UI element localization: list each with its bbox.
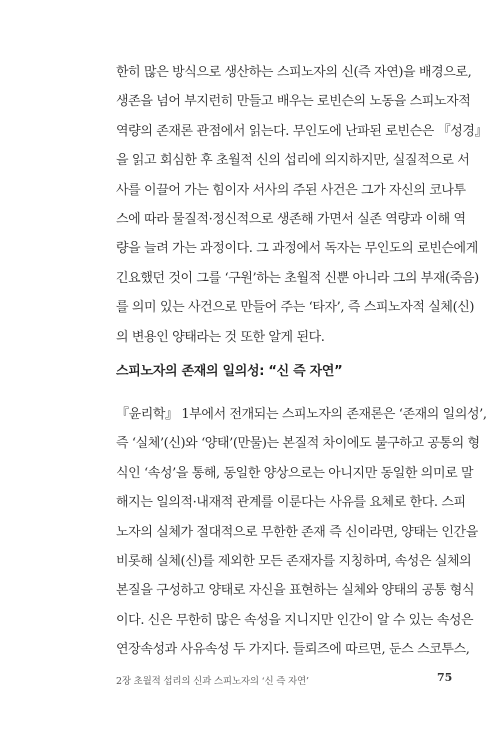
text-line: 본질을 구성하고 양태로 자신을 표현하는 실체와 양태의 공통 형식 (116, 583, 475, 599)
text-line: 즉 ‘실체’(신)와 ‘양태’(만물)는 본질적 차이에도 불구하고 공통의 형 (116, 436, 480, 452)
text-line: 비롯해 실체(신)를 제외한 모든 존재자를 지칭하며, 속성은 실체의 (116, 553, 472, 569)
text-line: 한히 많은 방식으로 생산하는 스피노자의 신(즉 자연)을 배경으로, (116, 65, 472, 80)
paragraph-2 (116, 400, 487, 665)
paragraph-1 (116, 58, 488, 352)
text-line: 를 의미 있는 사건으로 만들어 주는 ‘타자’, 즉 스피노자적 실체(신) (116, 300, 475, 316)
text-line: 역량의 존재론 관점에서 읽는다. 무인도에 난파된 로빈슨은 『성경』 (116, 123, 488, 139)
text-line: 사를 이끌어 가는 힘이자 서사의 주된 사건은 그가 자신의 코나투 (116, 182, 466, 198)
text-line: 노자의 실체가 절대적으로 무한한 존재 즉 신이라면, 양태는 인간을 (116, 524, 478, 540)
page-number: 75 (437, 671, 453, 684)
text-line: 해지는 일의적·내재적 관계를 이룬다는 사유를 요체로 한다. 스피 (116, 495, 466, 511)
text-line: 『윤리학』 1부에서 전개되는 스피노자의 존재론은 ‘존재의 일의성’, (116, 407, 487, 422)
text-line: 식인 ‘속성’을 통해, 동일한 양상으로는 아니지만 동일한 의미로 말 (116, 465, 474, 481)
running-footer-chapter: 2장 초월적 섭리의 신과 스피노자의 ‘신 즉 자연’ (116, 676, 309, 687)
section-heading: 스피노자의 존재의 일의성: “신 즉 자연” (116, 364, 343, 379)
text-line: 연장속성과 사유속성 두 가지다. 들뢰즈에 따르면, 둔스 스코투스, (116, 642, 470, 658)
text-line: 스에 따라 물질적·정신적으로 생존해 가면서 실존 역량과 이해 역 (116, 211, 466, 227)
text-line: 량을 늘려 가는 과정이다. 그 과정에서 독자는 무인도의 로빈슨에게 (116, 241, 478, 257)
text-line: 을 읽고 회심한 후 초월적 신의 섭리에 의지하지만, 실질적으로 서 (116, 153, 470, 169)
text-line: 이다. 신은 무한히 많은 속성을 지니지만 인간이 알 수 있는 속성은 (116, 612, 474, 628)
text-line: 생존을 넘어 부지런히 만들고 배우는 로빈슨의 노동을 스피노자적 (116, 94, 471, 110)
text-line: 의 변용인 양태라는 것 또한 알게 된다. (116, 329, 325, 345)
text-line: 긴요했던 것이 그를 ‘구원’하는 초월적 신뿐 아니라 그의 부재(죽음) (116, 270, 479, 286)
